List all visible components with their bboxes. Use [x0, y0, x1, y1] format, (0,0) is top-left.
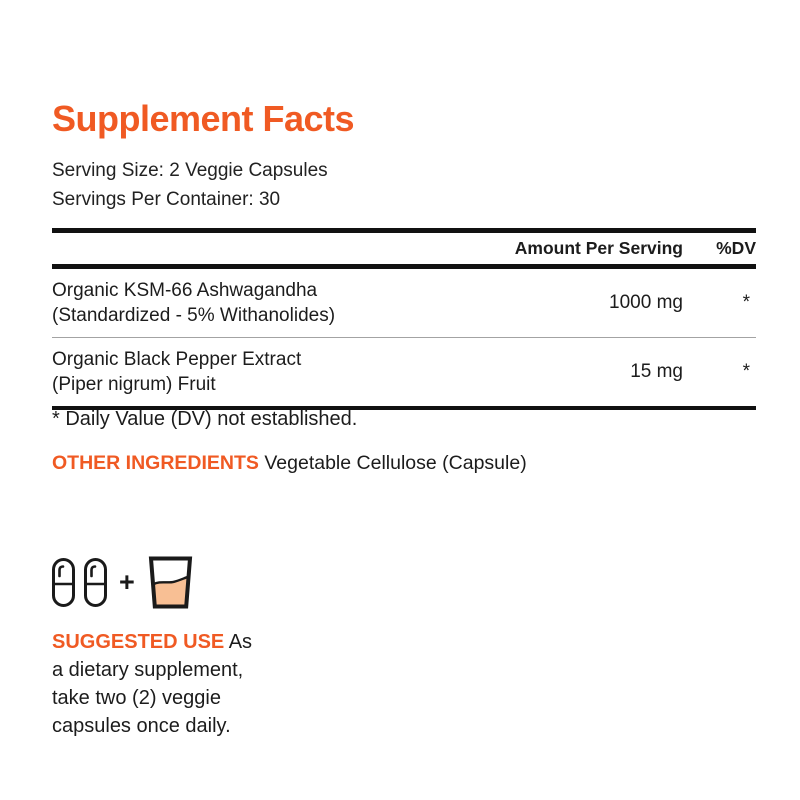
table-row [52, 338, 756, 406]
serving-info [52, 156, 756, 214]
suggested-use-label: SUGGESTED USE [52, 631, 225, 653]
dosage-icons [52, 556, 756, 609]
percent-dv-header: %DV [716, 238, 756, 258]
other-ingredients-value: Vegetable Cellulose (Capsule) [264, 452, 527, 474]
serving-size-line: Serving Size: 2 Veggie Capsules [52, 160, 328, 181]
ingredient-name: Organic Black Pepper Extract (Piper nigrum) Fruit [52, 349, 302, 395]
page-title: Supplement Facts [52, 98, 355, 139]
servings-per-container-line: Servings Per Container: 30 [52, 189, 281, 210]
ingredient-dv: * [742, 361, 750, 382]
other-ingredients-label: OTHER INGREDIENTS [52, 452, 259, 474]
ingredient-name: Organic KSM-66 Ashwagandha (Standardized - 5% Withanolides) [52, 280, 336, 326]
ingredient-amount: 1000 mg [609, 292, 683, 313]
table-header-row [52, 233, 756, 264]
capsule-icon [52, 558, 75, 607]
glass-of-water-icon [147, 556, 194, 609]
supplement-facts-table [52, 228, 756, 410]
dv-footnote: * Daily Value (DV) not established. [52, 408, 358, 430]
suggested-use [52, 628, 257, 740]
ingredient-amount: 15 mg [630, 361, 683, 382]
table-row [52, 269, 756, 338]
other-ingredients [52, 452, 756, 475]
plus-icon: + [119, 567, 135, 597]
capsule-icon [84, 558, 107, 607]
suggested-use-text: As a dietary supplement, take two (2) veggie capsules once daily. [52, 631, 253, 737]
amount-per-serving-header: Amount Per Serving [514, 238, 683, 258]
ingredient-dv: * [742, 292, 750, 313]
